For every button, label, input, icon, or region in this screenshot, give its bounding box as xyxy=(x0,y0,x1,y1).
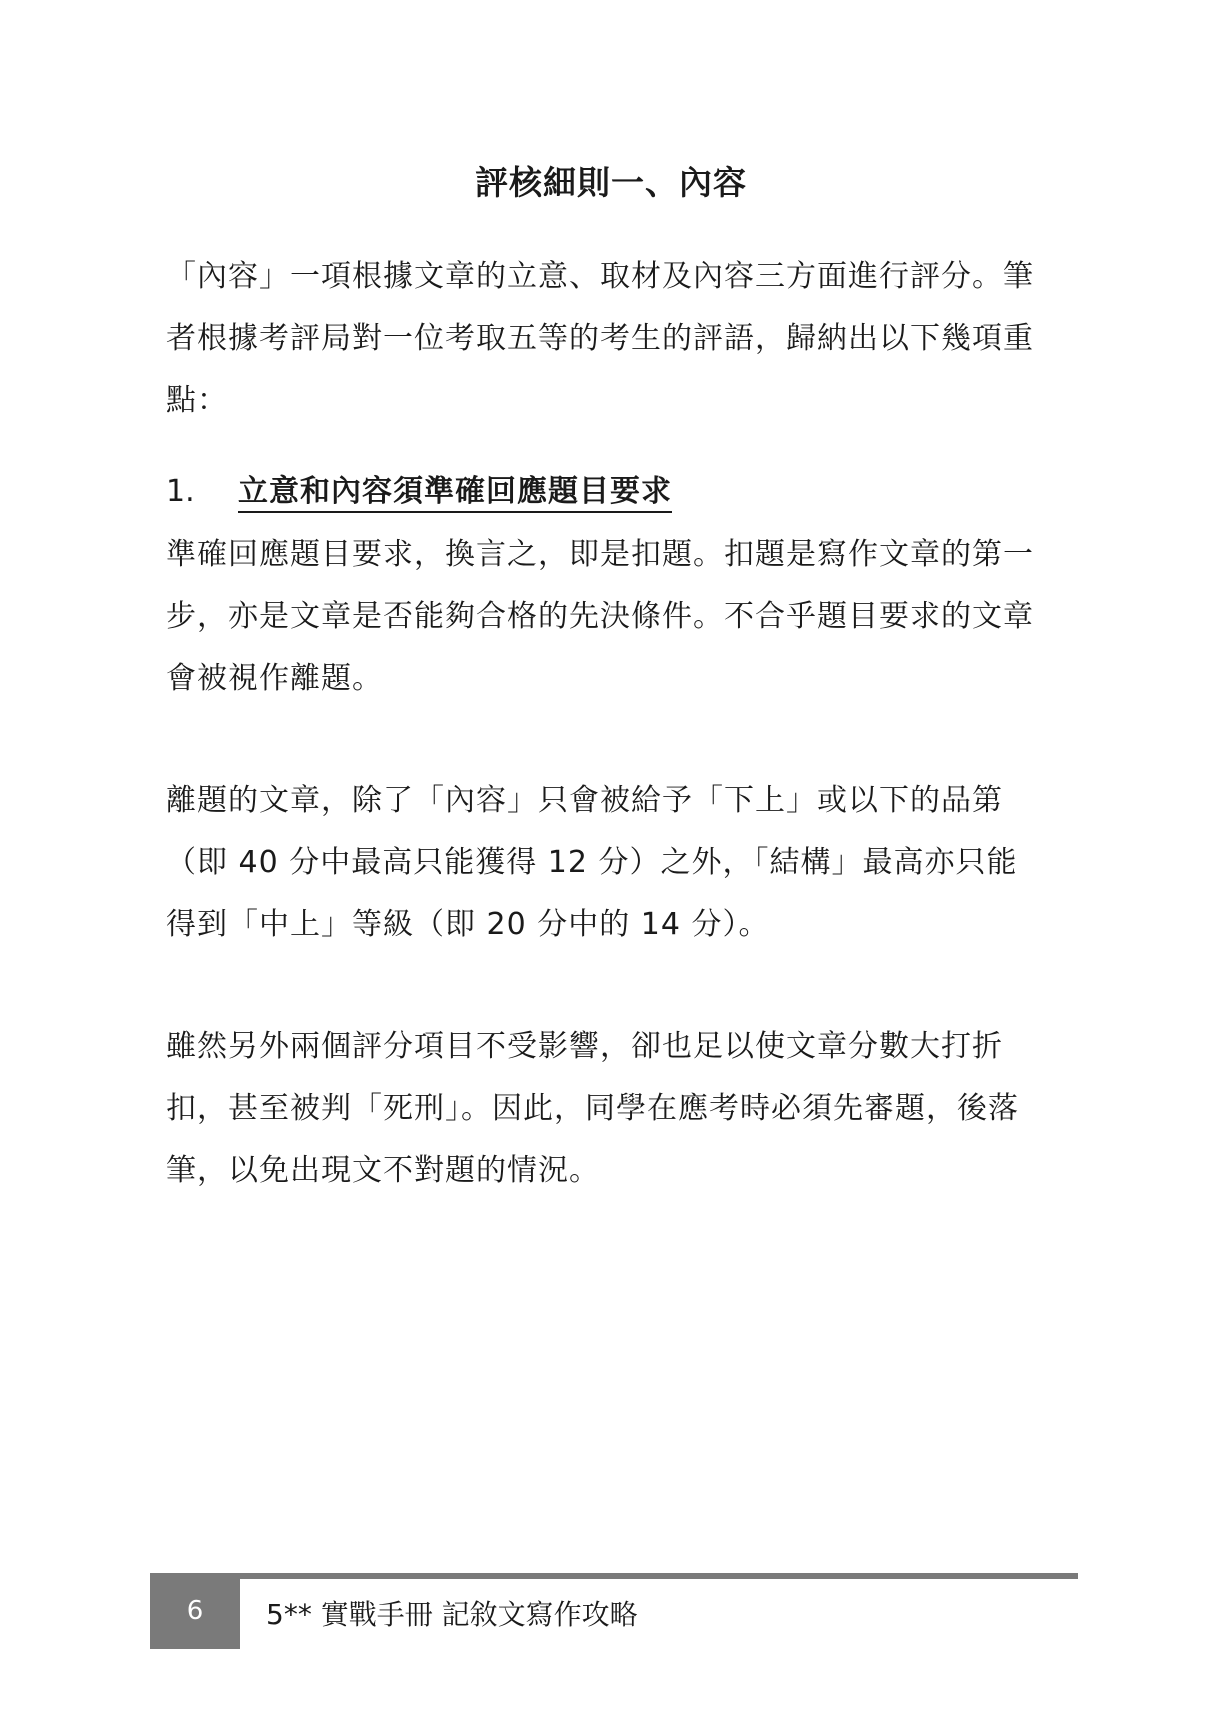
footer-book-title: 5** 實戰手冊 記敘文寫作攻略 xyxy=(266,1598,638,1631)
paragraph-line: 雖然另外兩個評分項目不受影響，卻也足以使文章分數大打折 xyxy=(166,1029,1003,1064)
paragraph-line: 得到「中上」等級（即 20 分中的 14 分）。 xyxy=(166,907,770,942)
section-paragraph-2 xyxy=(166,770,1086,956)
section-heading-label: 立意和內容須準確回應題目要求 xyxy=(238,474,672,513)
intro-line: 點： xyxy=(166,383,228,418)
page-title: 評核細則一、內容 xyxy=(475,163,747,202)
section-heading xyxy=(166,464,672,520)
footer-rule xyxy=(150,1573,1078,1579)
paragraph-line: 準確回應題目要求，換言之，即是扣題。扣題是寫作文章的第一 xyxy=(166,537,1034,572)
intro-line: 者根據考評局對一位考取五等的考生的評語，歸納出以下幾項重 xyxy=(166,321,1034,356)
paragraph-line: 筆，以免出現文不對題的情況。 xyxy=(166,1153,600,1188)
paragraph-line: 步，亦是文章是否能夠合格的先決條件。不合乎題目要求的文章 xyxy=(166,599,1034,634)
page-number: 6 xyxy=(150,1573,240,1649)
section-paragraph-3 xyxy=(166,1016,1086,1202)
paragraph-line: 扣，甚至被判「死刑」。因此，同學在應考時必須先審題，後落 xyxy=(166,1091,1019,1126)
section-paragraph-1 xyxy=(166,524,1086,710)
intro-paragraph xyxy=(166,246,1086,432)
intro-line: 「內容」一項根據文章的立意、取材及內容三方面進行評分。筆 xyxy=(166,259,1034,294)
section-number: 1. xyxy=(166,474,195,509)
paragraph-line: 會被視作離題。 xyxy=(166,661,383,696)
paragraph-line: （即 40 分中最高只能獲得 12 分）之外，「結構」最高亦只能 xyxy=(166,845,1018,880)
paragraph-line: 離題的文章，除了「內容」只會被給予「下上」或以下的品第 xyxy=(166,783,1003,818)
